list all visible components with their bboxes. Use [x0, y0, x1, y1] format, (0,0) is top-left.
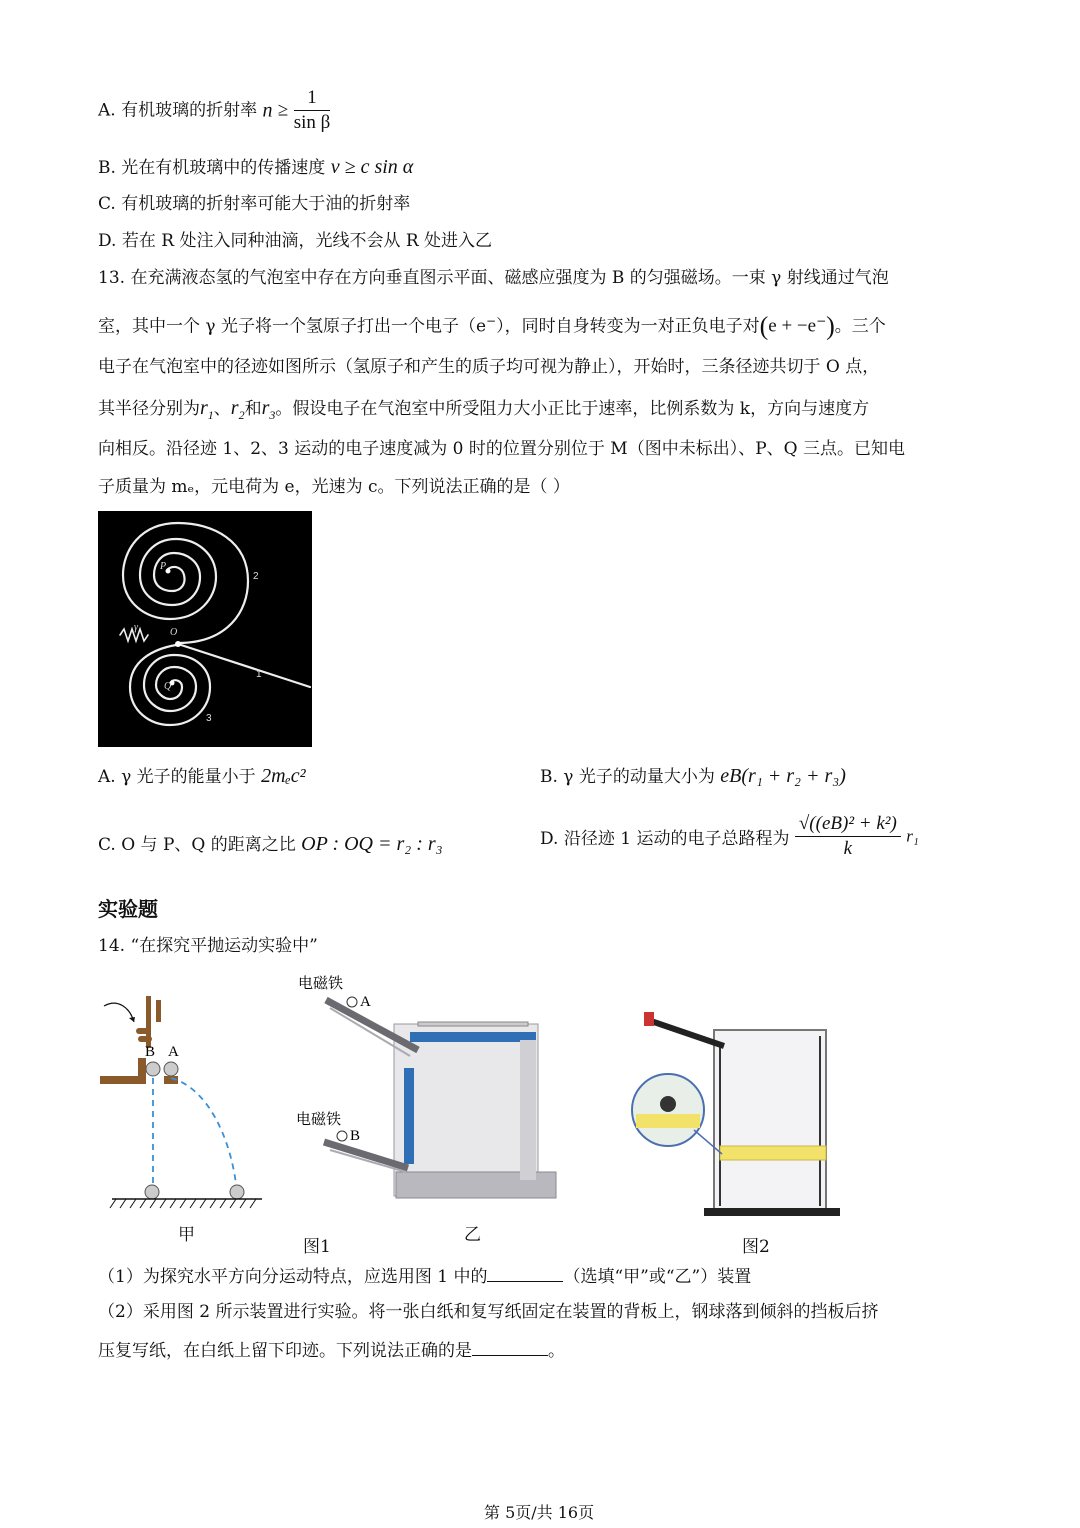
figure-2	[630, 1006, 850, 1224]
q14-part-1	[98, 1263, 751, 1289]
label-track-3: 3	[206, 713, 212, 724]
q12-option-a-text: A. 有机玻璃的折射率	[98, 100, 258, 121]
radius-r2: $r_2$	[230, 397, 245, 422]
q13-option-b	[540, 764, 846, 789]
ball-b	[146, 1062, 160, 1076]
striker-stop	[156, 1000, 161, 1022]
inset-baffle	[636, 1114, 700, 1128]
striker-head-2	[138, 1036, 152, 1042]
platform-post	[138, 1058, 146, 1084]
q14-part-2-line-2	[98, 1337, 565, 1363]
radius-r1: $r_1$	[200, 397, 214, 422]
q12-option-c: C. 有机玻璃的折射率可能大于油的折射率	[98, 194, 411, 214]
q14-part-1-text-b: （选填“甲”或“乙”）装置	[563, 1267, 752, 1287]
q14-part-1-text-a: （1）为探究水平方向分运动特点，应选用图 1 中的	[98, 1267, 488, 1287]
arrow-head	[129, 1017, 135, 1022]
top-rail	[410, 1032, 536, 1042]
q13-option-d-tail: r₁	[906, 826, 919, 846]
q12-option-b-math: v ≥ c sin α	[330, 156, 414, 178]
q12-option-b-text: B. 光在有机玻璃中的传播速度	[98, 158, 326, 178]
q13-option-c	[98, 832, 443, 857]
launch-arm	[648, 1020, 724, 1046]
q14-part-2-line-1: （2）采用图 2 所示装置进行实验。将一张白纸和复写纸固定在装置的背板上，钢球落到倾斜的挡板后挤	[98, 1302, 879, 1322]
figure-jia-caption: 甲	[178, 1225, 195, 1245]
bubble-chamber-figure	[98, 511, 312, 747]
q12-option-a	[98, 86, 330, 142]
q13-option-c-math: OP : OQ = r₂ : r₃	[301, 833, 443, 855]
q13-stem-line-4	[98, 396, 869, 427]
label-p: P	[160, 561, 167, 572]
fraction-numerator: 1	[294, 86, 331, 111]
q13-option-a-math: 2mₑc²	[261, 765, 306, 787]
fraction-numerator: √((eB)² + k²)	[795, 812, 901, 837]
q13-stem-line-6: 子质量为 mₑ，元电荷为 e，光速为 c。下列说法正确的是（ ）	[98, 477, 570, 497]
side-rail	[404, 1068, 414, 1164]
q13-electron-pair: e + −e	[768, 315, 817, 337]
base	[704, 1208, 840, 1216]
top-bar	[418, 1022, 528, 1026]
q13-option-d	[540, 812, 919, 878]
q12-option-d: D. 若在 R 处注入同种油滴，光线不会从 R 处进入乙	[98, 231, 493, 251]
inclined-baffle	[720, 1146, 826, 1160]
rotation-arrow	[104, 1003, 134, 1022]
projectile-path	[171, 1078, 236, 1184]
ball-b	[337, 1131, 347, 1141]
backboard	[714, 1030, 826, 1214]
q13-stem-line-3: 电子在气泡室中的径迹如图所示（氢原子和产生的质子均可视为静止），开始时，三条径迹共切于 O 点，	[98, 357, 880, 377]
q13-option-a-text: A. γ 光子的能量小于	[98, 767, 256, 787]
q13-stem-line-1: 13. 在充满液态氢的气泡室中存在方向垂直图示平面、磁感应强度为 B 的匀强磁场。一束 γ 射线通过气泡	[98, 268, 889, 288]
label-b: B	[145, 1044, 156, 1060]
q12-option-a-n: n	[262, 99, 273, 122]
ball-b-landed	[145, 1185, 159, 1199]
right-panel	[520, 1040, 536, 1180]
q13-option-b-text: B. γ 光子的动量大小为	[540, 767, 715, 787]
q14-part-2-text-b: 。	[548, 1341, 565, 1361]
label-q: Q	[164, 681, 172, 692]
q12-option-a-fraction	[294, 86, 331, 135]
q14-part-2-text-a: 压复写纸，在白纸上留下印迹。下列说法正确的是	[98, 1341, 472, 1361]
q12-option-b	[98, 155, 413, 180]
figure-jia	[98, 988, 268, 1228]
page-number: 第 5页/共 16页	[484, 1503, 595, 1522]
label-gamma: γ	[134, 622, 138, 633]
radius-r3: $r_3$	[261, 397, 276, 422]
label-magnet-b: 电磁铁	[296, 1110, 342, 1128]
figure-1-caption: 图1	[303, 1237, 331, 1257]
answer-blank-1[interactable]	[487, 1263, 563, 1282]
fraction-denominator: sin β	[293, 112, 331, 133]
label-track-1: 1	[256, 669, 262, 680]
q13-line2-part-a: 室，其中一个 γ 光子将一个氢原子打出一个电子（e	[98, 316, 487, 337]
q13-line2-part-b: ），同时自身转变为一对正负电子对	[496, 316, 760, 337]
ball-a	[164, 1062, 178, 1076]
q13-option-b-math: eB(r₁ + r₂ + r₃)	[720, 765, 846, 787]
figure-yi-caption: 乙	[464, 1225, 481, 1245]
ground-hatching	[110, 1199, 256, 1208]
q13-line2-part-d: 。三个	[834, 316, 886, 337]
point-p	[166, 569, 171, 574]
q13-line4-part-a: 其半径分别为	[98, 399, 200, 419]
q13-option-a	[98, 764, 306, 789]
answer-blank-2[interactable]	[472, 1337, 548, 1356]
label-track-2: 2	[253, 571, 259, 582]
q13-option-d-fraction	[795, 812, 901, 861]
section-heading: 实验题	[98, 897, 158, 921]
fraction-denominator: k	[843, 838, 853, 859]
q13-stem-line-2: 室，其中一个 γ 光子将一个氢原子打出一个电子（e−），同时自身转变为一对正负电子对(e + −e−)。三个	[98, 311, 886, 341]
label-a: A	[360, 994, 371, 1010]
label-b: B	[350, 1128, 361, 1144]
q13-stem-line-5: 向相反。沿径迹 1、2、3 运动的电子速度减为 0 时的位置分别位于 M（图中未标出）、P、Q 三点。已知电	[98, 439, 905, 459]
ball-a	[347, 997, 357, 1007]
q13-line4-part-c: 和	[244, 399, 262, 419]
label-o: O	[170, 627, 178, 638]
figure-yi	[290, 966, 560, 1204]
arm-clamp	[644, 1012, 654, 1026]
q13-option-d-text: D. 沿径迹 1 运动的电子总路程为	[540, 829, 790, 849]
label-magnet-a: 电磁铁	[298, 974, 344, 992]
q13-option-c-text: C. O 与 P、Q 的距离之比	[98, 835, 296, 855]
point-o	[175, 641, 181, 647]
ball-a-landed	[230, 1185, 244, 1199]
q13-line4-part-d: 。假设电子在气泡室中所受阻力大小正比于速率，比例系数为 k，方向与速度方	[275, 399, 870, 419]
inset-ball	[660, 1096, 676, 1112]
label-a: A	[168, 1044, 179, 1060]
figure-2-caption: 图2	[742, 1237, 770, 1257]
q14-title: 14. “在探究平抛运动实验中”	[98, 936, 318, 956]
striker-head	[136, 1028, 150, 1034]
q12-option-a-geq: ≥	[277, 99, 289, 121]
q13-line4-part-b: 、	[213, 399, 231, 419]
